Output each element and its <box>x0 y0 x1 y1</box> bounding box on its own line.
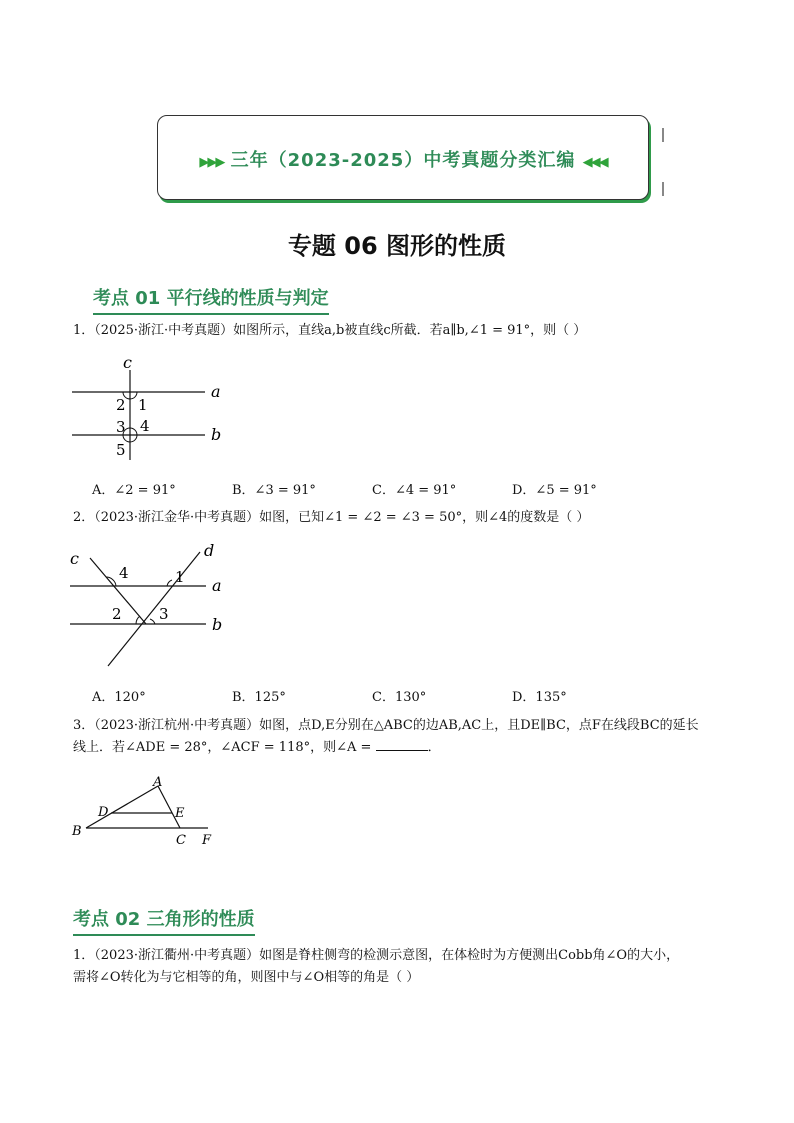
angle-arc <box>167 580 172 586</box>
left-arrows-icon: ◀◀◀ <box>582 155 607 170</box>
section-label: 考点 02 三角形的性质 <box>73 909 255 930</box>
label-3: 3 <box>159 605 169 623</box>
options-row <box>92 686 652 705</box>
section-heading <box>93 284 329 310</box>
banner-divider <box>662 128 664 142</box>
label-b: b <box>212 615 223 634</box>
label-5: 5 <box>116 441 126 459</box>
question-text: 2．（2023·浙江金华·中考真题）如图，已知∠1 = ∠2 = ∠3 = 50°，则∠4的度数是（ ） <box>73 510 590 525</box>
question-text: 1．（2025·浙江·中考真题）如图所示，直线a,b被直线c所截．若a∥b,∠1 = 91°，则（ ） <box>73 323 587 338</box>
question-text <box>73 945 733 989</box>
title-banner <box>157 115 649 200</box>
label-4: 4 <box>140 417 150 435</box>
label-C: C <box>176 833 186 848</box>
label-B: B <box>72 824 82 839</box>
label-A: A <box>153 775 163 790</box>
banner-divider <box>662 182 664 196</box>
answer-blank[interactable] <box>376 738 428 751</box>
question-text <box>73 715 733 759</box>
label-c: c <box>70 549 79 568</box>
angle-arc <box>150 619 155 624</box>
question-line: 需将∠O转化为与它相等的角，则图中与∠O相等的角是（ ） <box>73 970 420 985</box>
right-arrows-icon: ▶▶▶ <box>199 155 224 170</box>
label-2: 2 <box>112 605 122 623</box>
parallel-lines-figure-2 <box>68 540 233 670</box>
label-b: b <box>211 425 222 444</box>
angle-arc <box>136 616 140 624</box>
page-title: 专题 06 图形的性质 <box>287 232 507 260</box>
label-4: 4 <box>119 564 129 582</box>
parallel-lines-figure-1 <box>70 352 230 464</box>
section-underline <box>73 934 255 936</box>
label-1: 2 <box>116 396 126 414</box>
question-line: 3．（2023·浙江杭州·中考真题）如图，点D,E分别在△ABC的边AB,AC上，且DE∥BC，点F在线段BC的延长 <box>73 718 699 733</box>
question-line <box>73 737 733 759</box>
option-c[interactable]: C．130° <box>372 690 427 705</box>
label-2: 1 <box>138 396 148 414</box>
label-3: 3 <box>116 418 126 436</box>
label-a: a <box>211 382 221 401</box>
option-d[interactable]: D．135° <box>512 690 567 705</box>
label-d: d <box>204 541 215 560</box>
option-c[interactable]: C．∠4 = 91° <box>372 483 457 498</box>
label-F: F <box>202 833 212 848</box>
option-a[interactable]: A．∠2 = 91° <box>92 483 176 498</box>
label-c: c <box>123 353 132 372</box>
option-b[interactable]: B．∠3 = 91° <box>232 483 316 498</box>
banner-title: 三年（2023-2025）中考真题分类汇编 <box>230 150 576 171</box>
option-a[interactable]: A．120° <box>92 690 146 705</box>
label-1: 1 <box>175 568 185 586</box>
option-b[interactable]: B．125° <box>232 690 286 705</box>
section-heading <box>73 905 255 931</box>
label-a: a <box>212 576 222 595</box>
question-line-start: 线上．若∠ADE = 28°，∠ACF = 118°，则∠A = <box>73 740 372 755</box>
question-line-end: ． <box>427 740 441 755</box>
label-D: D <box>98 805 109 820</box>
option-d[interactable]: D．∠5 = 91° <box>512 483 597 498</box>
triangle-figure <box>68 772 228 852</box>
side-ab <box>86 786 158 828</box>
label-E: E <box>175 806 185 821</box>
section-label: 考点 01 平行线的性质与判定 <box>93 288 329 309</box>
section-underline <box>93 313 329 315</box>
question-line: 1．（2023·浙江衢州·中考真题）如图是脊柱侧弯的检测示意图，在体检时为方便测出Cobb角∠O的大小， <box>73 948 680 963</box>
options-row <box>92 479 652 498</box>
banner-text <box>158 146 648 172</box>
